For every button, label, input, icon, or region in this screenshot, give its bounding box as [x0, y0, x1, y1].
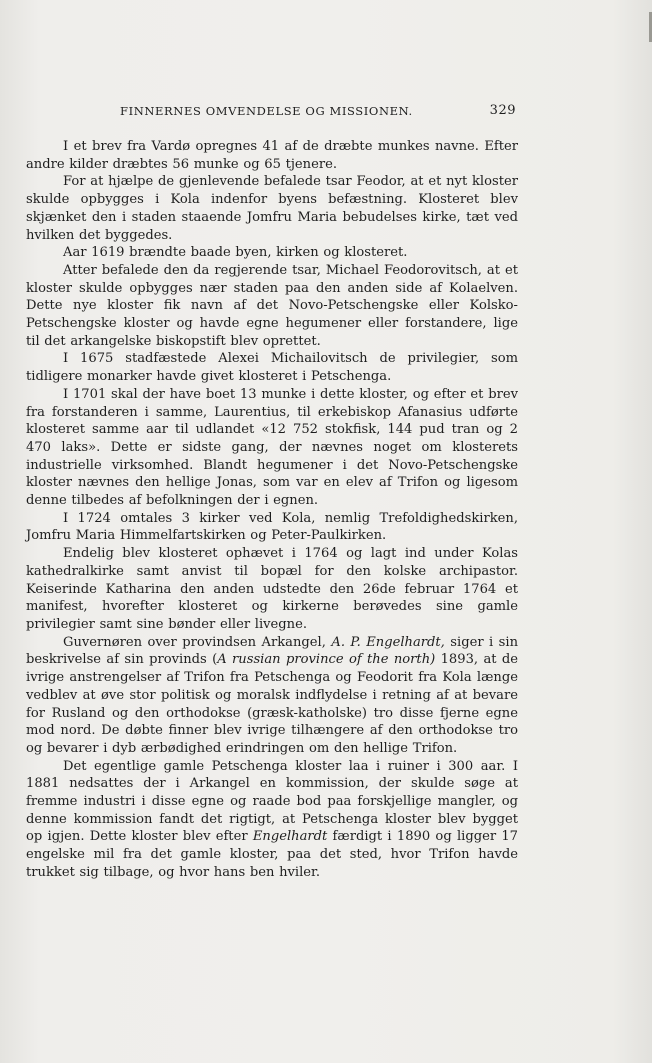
paragraph: For at hjælpe de gjenlevende befalede tsar Feodor, at et nyt kloster skulde opbygges i Kola indenfor byens befæstning. Klosteret blev skjænket den i staden staaende Jomfru Maria bebudelses kirke, tæt ved hvilken det byggedes.	[26, 174, 518, 243]
paragraph: Aar 1619 brændte baade byen, kirken og klosteret.	[63, 245, 408, 261]
paragraph-text: 1893, at de ivrige anstrengelser af Trifon fra Petschenga og Feodorit fra Kola længe vedblev at øve stor politisk og moralsk indflydelse i retning af at bevare for Rusland og den orthodokse (græsk-katholske) tro disse fjerne egne mod nord. De døbte finner blev ivrige tilhængere af den orthodokse tro og bevarer i dyb ærbødighed erindringen om den hellige Trifon.	[26, 652, 519, 756]
paragraph-text: siger i sin beskrivelse af sin provinds (	[26, 634, 519, 668]
author-name-italic: A. P. Engelhardt,	[331, 634, 445, 650]
running-title: FINNERNES OMVENDELSE OG MISSIONEN.	[120, 104, 413, 118]
paragraph: I 1724 omtales 3 kirker ved Kola, nemlig Trefoldighedskirken, Jomfru Maria Himmelfartskirken og Peter-Paulkirken.	[26, 510, 518, 544]
paragraph	[26, 758, 518, 882]
paragraph: I 1675 stadfæstede Alexei Michailovitsch de privilegier, som tidligere monarker havde givet klosteret i Petschenga.	[26, 351, 518, 385]
paragraph: I 1701 skal der have boet 13 munke i dette kloster, og efter et brev fra forstanderen i samme, Laurentius, til erkebiskop Afanasius udførte klosteret samme aar til udlandet «12 752 stokfisk, 144 pud tran og 2 470 laks». Dette er sidste gang, der nævnes noget om klosterets industrielle virksomhed. Blandt hegumener i det Novo-Petschengske kloster nævnes den hellige Jonas, som var en elev af Trifon og ligesom denne tilbedes af befolkningen der i egnen.	[26, 386, 518, 509]
paragraph-text: Guvernøren over provindsen Arkangel,	[63, 634, 332, 650]
author-name-italic: Engelhardt	[252, 829, 328, 845]
page-number: 329	[489, 103, 516, 118]
paragraph: Endelig blev klosteret ophævet i 1764 og lagt ind under Kolas kathedralkirke samt anvist til bopæl for den kolske archipastor. Keiserinde Katharina den anden udstedte den 26de februar 1764 et manifest, hvorefter klosteret og kirkerne berøvedes sine gamle privilegier samt sine bønder eller livegne.	[26, 546, 518, 632]
paragraph-text: Det egentlige gamle Petschenga kloster laa i ruiner i 300 aar. I 1881 nedsattes der i Arkangel en kommission, der skulde søge at fremme industri i disse egne og raade bod paa forskjellige mangler, og denne kommission fandt det rigtigt, at Petschenga kloster blev bygget op igjen. Dette kloster blev efter	[26, 758, 518, 845]
paragraph: I et brev fra Vardø opregnes 41 af de dræbte munkes navne. Efter andre kilder dræbtes 56 munke og 65 tjenere.	[26, 139, 518, 172]
paragraph-text: færdigt i 1890 og ligger 17 engelske mil fra det gamle kloster, paa det sted, hvor Trifon havde trukket sig tilbage, og hvor hans ben hviler.	[26, 829, 519, 880]
book-title-italic: A russian province of the north)	[217, 652, 436, 668]
page-header	[120, 104, 516, 122]
paragraph: Atter befalede den da regjerende tsar, Michael Feodorovitsch, at et kloster skulde opbygges nær staden paa den anden side af Kolaelven. Dette nye kloster fik navn af det Novo-Petschengske eller Kolsko-Petschengske kloster og havde egne hegumener eller forstandere, lige til det arkangelske biskopstift blev oprettet.	[26, 262, 518, 349]
body-text	[26, 138, 518, 882]
paragraph	[26, 634, 518, 758]
